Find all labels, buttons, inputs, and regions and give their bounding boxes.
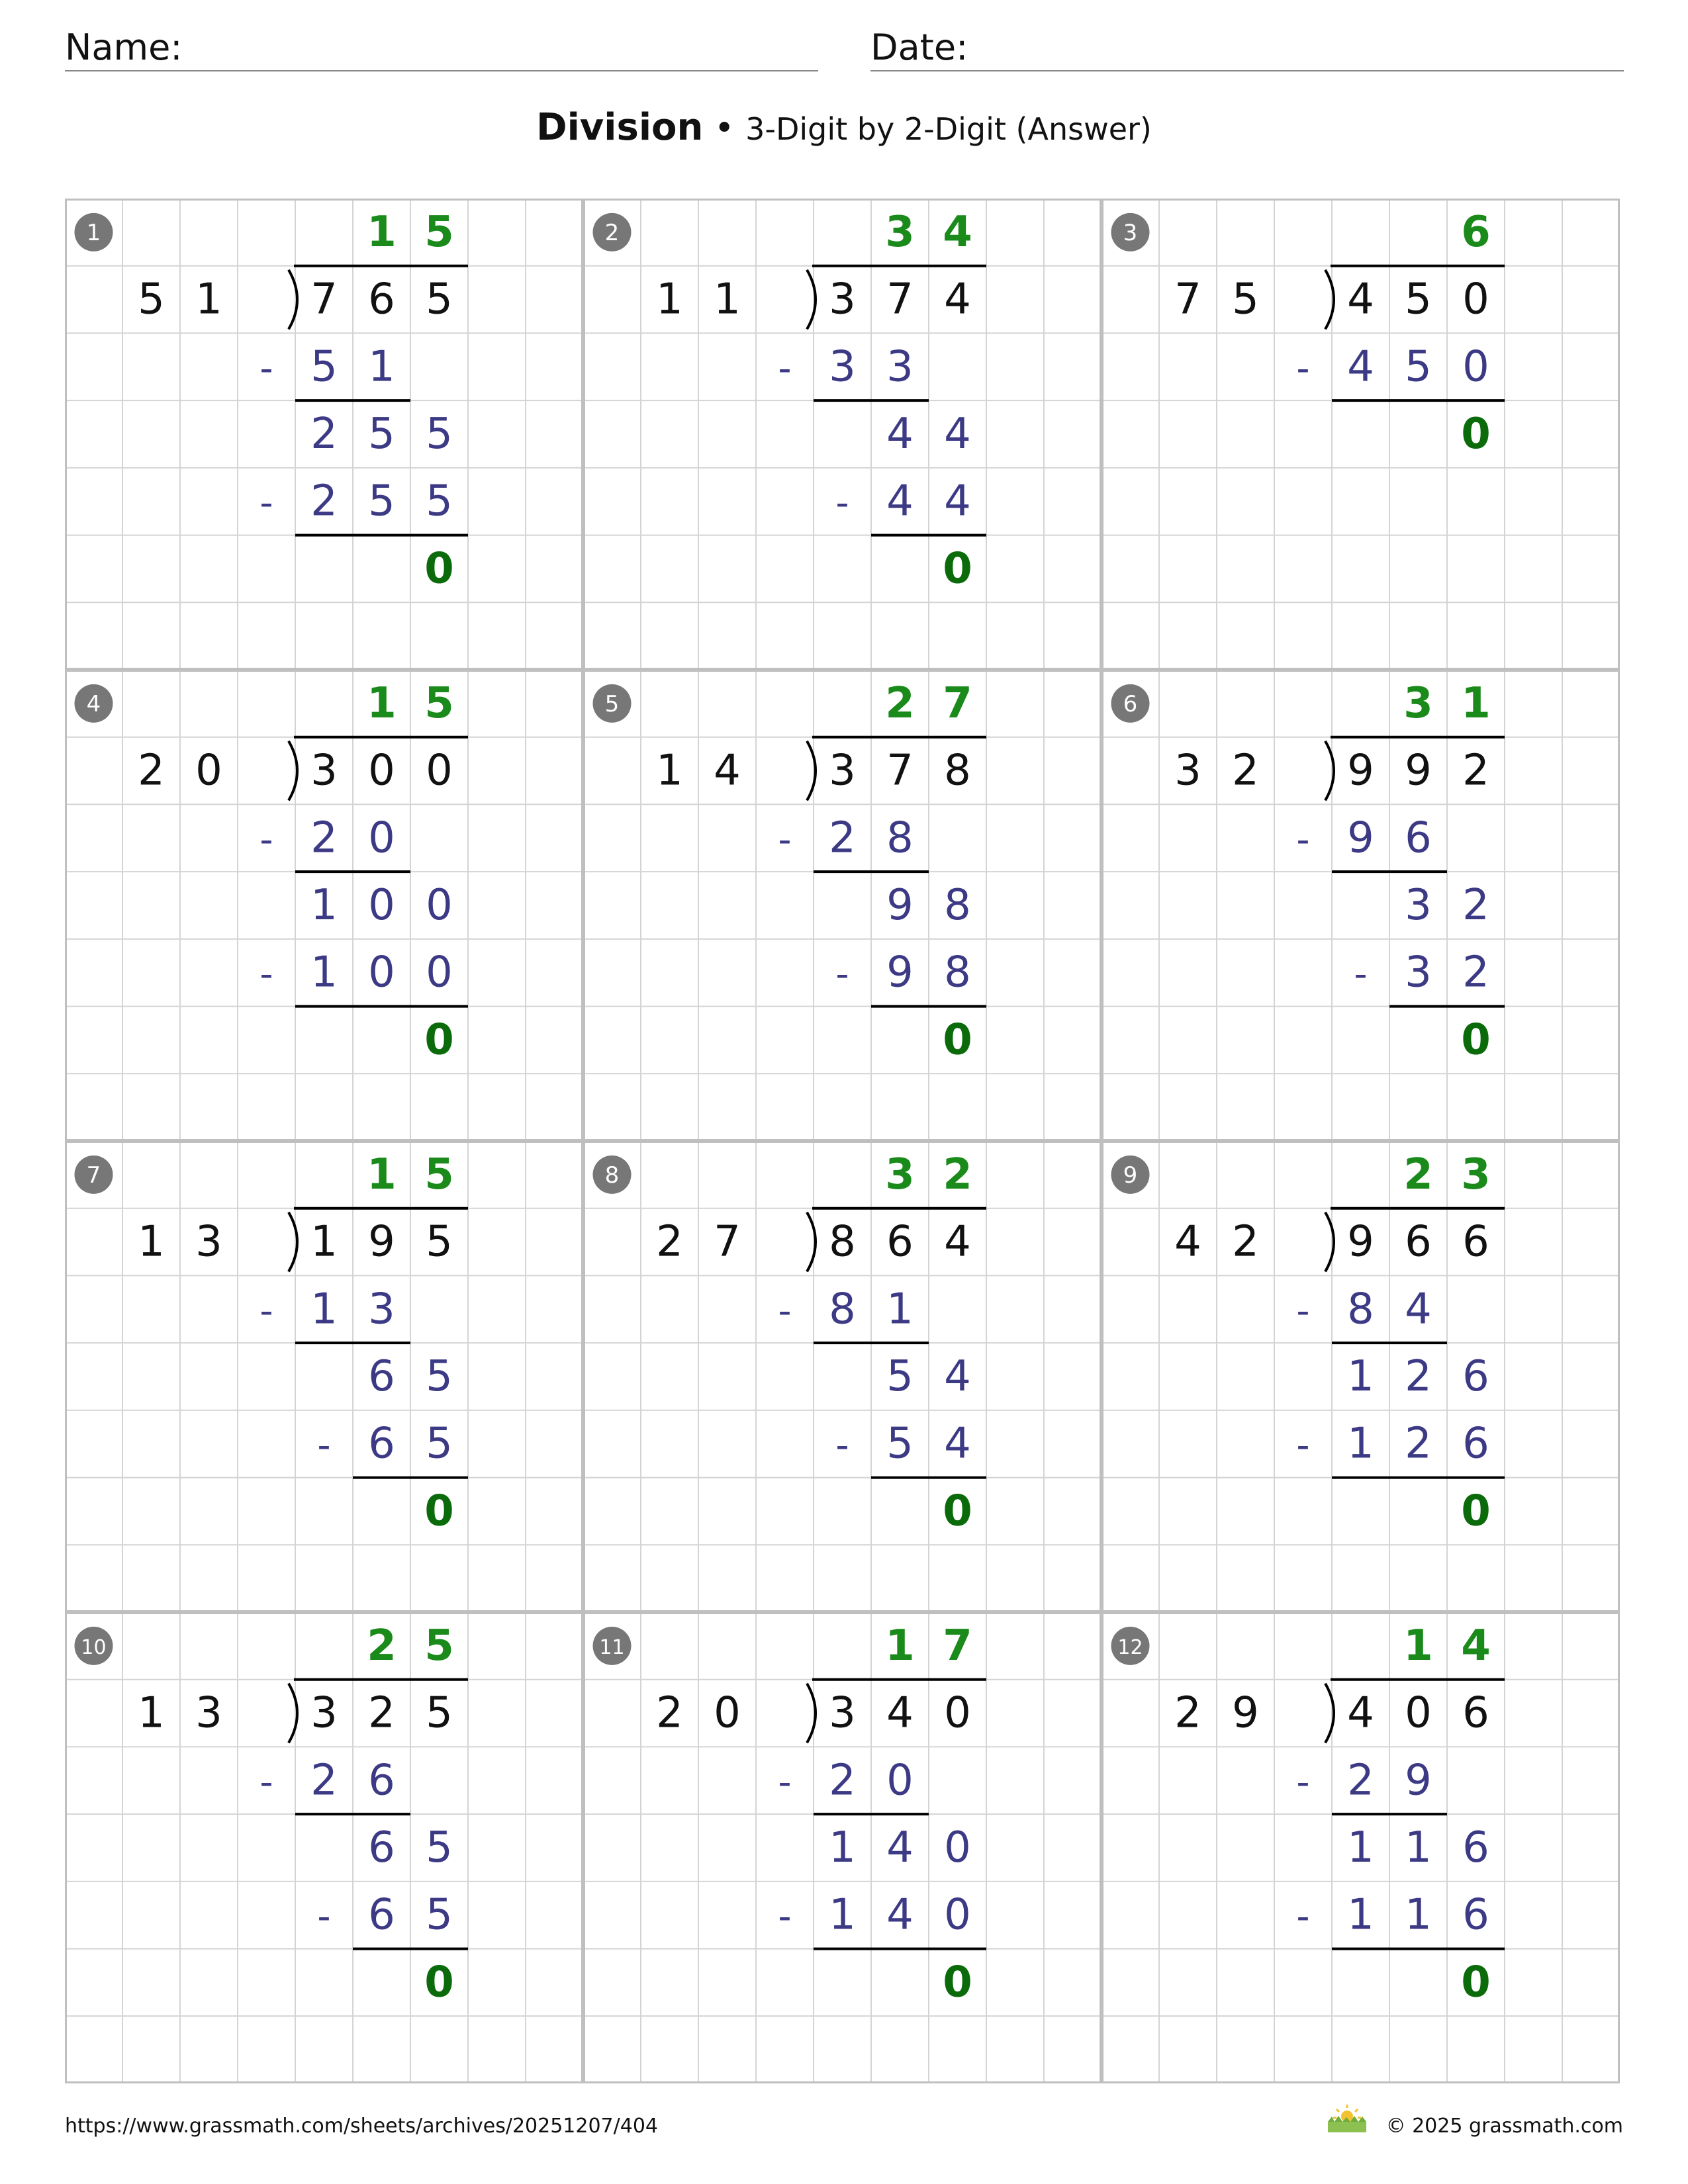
partial-remainder-digit: 5 (426, 1352, 453, 1401)
dividend-digit: 8 (944, 746, 971, 796)
partial-remainder-digit: 9 (886, 881, 914, 930)
division-bracket (289, 270, 297, 330)
partial-remainder-digit: 6 (1462, 1352, 1489, 1401)
divisor-digit: 9 (1232, 1688, 1259, 1738)
subtrahend-digit: 1 (310, 1285, 338, 1334)
subtrahend-digit: 6 (1405, 813, 1432, 863)
svg-text:3: 3 (1123, 219, 1138, 246)
remainder-digit: 0 (424, 1958, 454, 2007)
minus-sign: - (778, 1760, 792, 1804)
problem-number-badge (1111, 1156, 1150, 1194)
minus-sign: - (259, 481, 273, 525)
quotient-digit: 1 (1403, 1621, 1433, 1670)
subtrahend-digit: 9 (1347, 813, 1374, 863)
divisor-digit: 4 (714, 746, 741, 796)
problem-number-badge (593, 684, 632, 723)
subtrahend-digit: 2 (1347, 1756, 1374, 1805)
partial-remainder-digit: 8 (944, 881, 971, 930)
quotient-digit: 2 (885, 678, 915, 728)
partial-remainder-digit: 1 (310, 881, 338, 930)
divisor-digit: 2 (1174, 1688, 1201, 1738)
minus-sign: - (1296, 1895, 1310, 1938)
subtrahend-digit: 6 (368, 1419, 395, 1469)
subtrahend-digit: 3 (1405, 948, 1432, 997)
grass-sun-logo-icon (1325, 2103, 1369, 2138)
problem-3 (1102, 199, 1620, 670)
remainder-digit: 0 (1461, 1015, 1491, 1065)
remainder-digit: 0 (1461, 1958, 1491, 2007)
problem-11 (583, 1612, 1102, 2083)
dividend-digit: 6 (1462, 1688, 1489, 1738)
dividend-digit: 5 (426, 275, 453, 324)
partial-remainder-digit: 4 (886, 410, 914, 459)
problem-9 (1102, 1141, 1620, 1612)
division-bracket (289, 1684, 297, 1743)
subtrahend-digit: 1 (368, 342, 395, 392)
problem-frame (66, 1614, 583, 2083)
problem-10 (65, 1612, 583, 2083)
problem-number-badge (75, 1627, 113, 1665)
divisor-digit: 0 (714, 1688, 741, 1738)
quotient-digit: 4 (1461, 1621, 1491, 1670)
divisor-digit: 3 (195, 1688, 222, 1738)
divisor-digit: 3 (1174, 746, 1201, 796)
minus-sign: - (259, 952, 273, 996)
division-bracket (807, 741, 816, 801)
remainder-digit: 0 (1461, 410, 1491, 459)
title-main: Division (536, 106, 704, 149)
grid-lines (65, 1612, 583, 2083)
grid-lines (1102, 670, 1620, 1141)
problem-frame (1103, 200, 1619, 669)
partial-remainder-digit: 1 (1347, 1352, 1374, 1401)
problem-2 (583, 199, 1102, 670)
partial-remainder-digit: 2 (310, 410, 338, 459)
subtrahend-digit: 8 (886, 813, 914, 863)
subtrahend-digit: 8 (1347, 1285, 1374, 1334)
problem-number-badge (1111, 684, 1150, 723)
partial-remainder-digit: 0 (426, 881, 453, 930)
divisor-digit: 2 (656, 1217, 683, 1267)
remainder-digit: 0 (424, 1015, 454, 1065)
partial-remainder-digit: 6 (368, 1352, 395, 1401)
partial-remainder-digit: 5 (368, 410, 395, 459)
divisor-digit: 1 (138, 1688, 165, 1738)
name-label: Name: (65, 26, 183, 68)
divisor-digit: 7 (714, 1217, 741, 1267)
dividend-digit: 3 (829, 275, 856, 324)
quotient-digit: 5 (424, 207, 454, 257)
minus-sign: - (1296, 347, 1310, 390)
divisor-digit: 5 (1232, 275, 1259, 324)
svg-text:9: 9 (1123, 1161, 1138, 1189)
quotient-digit: 2 (1403, 1150, 1433, 1199)
minus-sign: - (778, 347, 792, 390)
quotient-digit: 1 (367, 1150, 397, 1199)
subtrahend-digit: 3 (368, 1285, 395, 1334)
minus-sign: - (259, 1760, 273, 1804)
dividend-digit: 6 (1405, 1217, 1432, 1267)
dividend-digit: 7 (886, 746, 914, 796)
subtrahend-digit: 4 (886, 1890, 914, 1940)
subtrahend-digit: 5 (1405, 342, 1432, 392)
quotient-digit: 2 (367, 1621, 397, 1670)
partial-remainder-digit: 4 (944, 410, 971, 459)
partial-remainder-digit: 6 (368, 1823, 395, 1872)
divisor-digit: 2 (1232, 1217, 1259, 1267)
dividend-digit: 0 (1405, 1688, 1432, 1738)
svg-text:8: 8 (604, 1161, 620, 1189)
dividend-digit: 3 (310, 1688, 338, 1738)
grid-lines (583, 670, 1102, 1141)
partial-remainder-digit: 3 (1405, 881, 1432, 930)
dividend-digit: 9 (1405, 746, 1432, 796)
partial-remainder-digit: 1 (1347, 1823, 1374, 1872)
minus-sign: - (1296, 1289, 1310, 1333)
footer-copyright: © 2025 grassmath.com (1385, 2115, 1623, 2138)
partial-remainder-digit: 2 (1462, 881, 1489, 930)
dividend-digit: 3 (310, 746, 338, 796)
subtrahend-digit: 5 (368, 477, 395, 526)
subtrahend-digit: 1 (1347, 1890, 1374, 1940)
dividend-digit: 0 (1462, 275, 1489, 324)
problem-number-badge (1111, 213, 1150, 251)
dividend-digit: 1 (310, 1217, 338, 1267)
svg-text:5: 5 (604, 690, 620, 717)
partial-remainder-digit: 1 (829, 1823, 856, 1872)
quotient-digit: 6 (1461, 207, 1491, 257)
dividend-digit: 7 (310, 275, 338, 324)
division-bracket (807, 270, 816, 330)
subtrahend-digit: 6 (368, 1890, 395, 1940)
quotient-digit: 3 (1403, 678, 1433, 728)
minus-sign: - (835, 481, 849, 525)
date-field[interactable] (870, 24, 1624, 71)
remainder-digit: 0 (424, 544, 454, 594)
partial-remainder-digit: 0 (944, 1823, 971, 1872)
problem-number-badge (75, 1156, 113, 1194)
problem-frame (585, 200, 1101, 669)
partial-remainder-digit: 6 (1462, 1823, 1489, 1872)
minus-sign: - (1296, 1424, 1310, 1467)
subtrahend-digit: 6 (1462, 1419, 1489, 1469)
subtrahend-digit: 4 (1405, 1285, 1432, 1334)
divisor-digit: 2 (1232, 746, 1259, 796)
grid-lines (1102, 199, 1620, 670)
dividend-digit: 4 (944, 1217, 971, 1267)
subtrahend-digit: 5 (310, 342, 338, 392)
division-bracket (807, 1684, 816, 1743)
problem-number-badge (593, 1156, 632, 1194)
dividend-digit: 9 (1347, 1217, 1374, 1267)
dividend-digit: 0 (368, 746, 395, 796)
division-bracket (1325, 1684, 1334, 1743)
dividend-digit: 4 (1347, 275, 1374, 324)
divisor-digit: 1 (714, 275, 741, 324)
quotient-digit: 5 (424, 678, 454, 728)
division-bracket (1325, 741, 1334, 801)
partial-remainder-digit: 2 (1405, 1352, 1432, 1401)
divisor-digit: 2 (656, 1688, 683, 1738)
divisor-digit: 5 (138, 275, 165, 324)
dividend-digit: 2 (368, 1688, 395, 1738)
problem-number-badge (593, 1627, 632, 1665)
minus-sign: - (259, 1289, 273, 1333)
quotient-digit: 1 (367, 207, 397, 257)
dividend-digit: 6 (886, 1217, 914, 1267)
dividend-digit: 6 (1462, 1217, 1489, 1267)
divisor-digit: 3 (195, 1217, 222, 1267)
partial-remainder-digit: 5 (426, 410, 453, 459)
dividend-digit: 0 (426, 746, 453, 796)
division-bracket (289, 1212, 297, 1272)
subtrahend-digit: 1 (886, 1285, 914, 1334)
minus-sign: - (317, 1424, 331, 1467)
partial-remainder-digit: 4 (886, 1823, 914, 1872)
title-subtitle: 3-Digit by 2-Digit (Answer) (745, 111, 1152, 147)
minus-sign: - (1296, 818, 1310, 862)
divisor-digit: 1 (195, 275, 222, 324)
subtrahend-digit: 2 (310, 1756, 338, 1805)
problem-number-badge (1111, 1627, 1150, 1665)
division-bracket (289, 741, 297, 801)
quotient-digit: 2 (943, 1150, 972, 1199)
quotient-digit: 7 (943, 678, 972, 728)
problem-1 (65, 199, 583, 670)
name-field[interactable] (65, 24, 818, 71)
divisor-digit: 0 (195, 746, 222, 796)
partial-remainder-digit: 5 (886, 1352, 914, 1401)
remainder-digit: 0 (943, 1958, 972, 2007)
subtrahend-digit: 2 (1405, 1419, 1432, 1469)
remainder-digit: 0 (1461, 1486, 1491, 1536)
problem-number-badge (593, 213, 632, 251)
minus-sign: - (778, 1289, 792, 1333)
svg-text:6: 6 (1123, 690, 1138, 717)
dividend-digit: 9 (1347, 746, 1374, 796)
quotient-digit: 1 (1461, 678, 1491, 728)
problem-4 (65, 670, 583, 1141)
subtrahend-digit: 5 (886, 1419, 914, 1469)
division-bracket (1325, 270, 1334, 330)
remainder-digit: 0 (943, 1015, 972, 1065)
dividend-digit: 9 (368, 1217, 395, 1267)
subtrahend-digit: 0 (368, 813, 395, 863)
minus-sign: - (778, 1895, 792, 1938)
minus-sign: - (259, 347, 273, 390)
date-label: Date: (870, 26, 968, 68)
dividend-digit: 6 (368, 275, 395, 324)
subtrahend-digit: 2 (310, 813, 338, 863)
dividend-digit: 4 (1347, 1688, 1374, 1738)
minus-sign: - (1296, 1760, 1310, 1804)
dividend-digit: 5 (1405, 275, 1432, 324)
minus-sign: - (835, 952, 849, 996)
problem-frame (585, 671, 1101, 1140)
subtrahend-digit: 6 (1462, 1890, 1489, 1940)
subtrahend-digit: 2 (829, 1756, 856, 1805)
partial-remainder-digit: 0 (368, 881, 395, 930)
dividend-digit: 5 (426, 1688, 453, 1738)
subtrahend-digit: 5 (426, 1419, 453, 1469)
minus-sign: - (1354, 952, 1368, 996)
problem-number-badge (75, 213, 113, 251)
dividend-digit: 2 (1462, 746, 1489, 796)
svg-text:12: 12 (1117, 1635, 1143, 1659)
quotient-digit: 3 (885, 1150, 915, 1199)
dividend-digit: 4 (944, 275, 971, 324)
subtrahend-digit: 4 (944, 1419, 971, 1469)
quotient-digit: 3 (885, 207, 915, 257)
subtrahend-digit: 1 (829, 1890, 856, 1940)
grid-lines (583, 1141, 1102, 1612)
quotient-digit: 1 (367, 678, 397, 728)
grid-lines (583, 199, 1102, 670)
divisor-digit: 1 (656, 746, 683, 796)
dividend-digit: 0 (944, 1688, 971, 1738)
partial-remainder-digit: 1 (1405, 1823, 1432, 1872)
quotient-digit: 7 (943, 1621, 972, 1670)
minus-sign: - (835, 1424, 849, 1467)
quotient-digit: 1 (885, 1621, 915, 1670)
subtrahend-digit: 1 (1405, 1890, 1432, 1940)
subtrahend-digit: 6 (368, 1756, 395, 1805)
subtrahend-digit: 5 (426, 477, 453, 526)
subtrahend-digit: 8 (829, 1285, 856, 1334)
divisor-digit: 1 (656, 275, 683, 324)
divisor-digit: 1 (138, 1217, 165, 1267)
subtrahend-digit: 0 (1462, 342, 1489, 392)
divisor-digit: 7 (1174, 275, 1201, 324)
subtrahend-digit: 2 (829, 813, 856, 863)
problem-5 (583, 670, 1102, 1141)
quotient-digit: 5 (424, 1621, 454, 1670)
problem-12 (1102, 1612, 1620, 2083)
subtrahend-digit: 0 (886, 1756, 914, 1805)
svg-text:4: 4 (86, 690, 101, 717)
subtrahend-digit: 4 (944, 477, 971, 526)
svg-text:2: 2 (604, 219, 620, 246)
dividend-digit: 4 (886, 1688, 914, 1738)
dividend-digit: 8 (829, 1217, 856, 1267)
remainder-digit: 0 (943, 1486, 972, 1536)
svg-text:11: 11 (599, 1635, 625, 1659)
subtrahend-digit: 8 (944, 948, 971, 997)
partial-remainder-digit: 5 (426, 1823, 453, 1872)
subtrahend-digit: 3 (886, 342, 914, 392)
quotient-digit: 4 (943, 207, 972, 257)
svg-text:7: 7 (86, 1161, 101, 1189)
dividend-digit: 3 (829, 1688, 856, 1738)
divisor-digit: 2 (138, 746, 165, 796)
problem-frame (585, 1142, 1101, 1612)
dividend-digit: 5 (426, 1217, 453, 1267)
problem-8 (583, 1141, 1102, 1612)
subtrahend-digit: 9 (886, 948, 914, 997)
subtrahend-digit: 4 (1347, 342, 1374, 392)
problem-7 (65, 1141, 583, 1612)
dividend-digit: 3 (829, 746, 856, 796)
remainder-digit: 0 (943, 544, 972, 594)
divisor-digit: 4 (1174, 1217, 1201, 1267)
subtrahend-digit: 0 (944, 1890, 971, 1940)
minus-sign: - (317, 1895, 331, 1938)
svg-text:10: 10 (81, 1635, 107, 1659)
subtrahend-digit: 1 (310, 948, 338, 997)
subtrahend-digit: 1 (1347, 1419, 1374, 1469)
partial-remainder-digit: 4 (944, 1352, 971, 1401)
subtrahend-digit: 0 (426, 948, 453, 997)
subtrahend-digit: 5 (426, 1890, 453, 1940)
minus-sign: - (778, 818, 792, 862)
subtrahend-digit: 2 (1462, 948, 1489, 997)
problem-number-badge (75, 684, 113, 723)
minus-sign: - (259, 818, 273, 862)
title-bullet: • (714, 109, 735, 148)
subtrahend-digit: 4 (886, 477, 914, 526)
subtrahend-digit: 9 (1405, 1756, 1432, 1805)
worksheet-title (0, 106, 1688, 149)
problem-frame (66, 1142, 583, 1612)
subtrahend-digit: 2 (310, 477, 338, 526)
svg-text:1: 1 (86, 219, 101, 246)
problem-frame (1103, 671, 1619, 1140)
quotient-digit: 3 (1461, 1150, 1491, 1199)
subtrahend-digit: 0 (368, 948, 395, 997)
division-bracket (807, 1212, 816, 1272)
dividend-digit: 7 (886, 275, 914, 324)
grid-lines (65, 1141, 583, 1612)
remainder-digit: 0 (424, 1486, 454, 1536)
problem-6 (1102, 670, 1620, 1141)
quotient-digit: 5 (424, 1150, 454, 1199)
division-bracket (1325, 1212, 1334, 1272)
subtrahend-digit: 3 (829, 342, 856, 392)
footer-url[interactable]: https://www.grassmath.com/sheets/archives/20251207/404 (65, 2115, 659, 2138)
